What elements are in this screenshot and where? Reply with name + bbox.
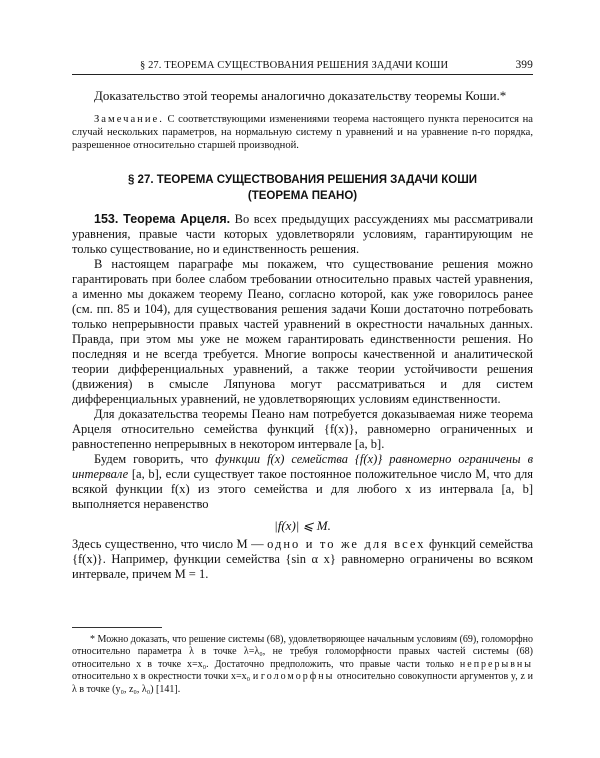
subsection-title: 153. Теорема Арцеля. (94, 211, 231, 226)
section-title-line1: § 27. ТЕОРЕМА СУЩЕСТВОВАНИЯ РЕШЕНИЯ ЗАДАЧИ КОШИ (127, 173, 478, 186)
intro-paragraph: Доказательство этой теоремы аналогично доказательству теоремы Коши.* (94, 88, 507, 103)
paragraph-4 (72, 452, 533, 512)
footnote-text-a: * Можно доказать, что решение системы (68), удовлетворяющее начальным условиям (69), голоморфно относительно параметра λ в точке λ=λ₀, не требуя голоморфности правых частей системы (68) относительно x в точке x=x₀. Достаточно предположить, что правые части только (72, 634, 533, 670)
paragraph-2: В настоящем параграфе мы покажем, что существование решения можно гарантировать при более слабом требовании относительно правых частей уравнения, а именно мы докажем теорему Пеано, согласно которой, как уже говорилось ранее (см. пп. 85 и 104), для существования решения задачи Коши достаточно потребовать только непрерывности правых частей уравнений в окрестности начальных данных. Правда, при этом мы уже не можем гарантировать единственности решения. Но последняя и не всегда требуется. Многие вопросы качественной и аналитической теории дифференциальных уравнений, а также теории устойчивости решения (движения) в смысле Ляпунова могут рассматриваться и для систем дифференциальных уравнений, не удовлетворяющих условиям единственности. (72, 256, 533, 406)
paragraph-5-start: Здесь существенно, что число M — (72, 536, 264, 551)
paragraph-4-start: Будем говорить, что (94, 451, 209, 466)
theorem-paragraph-1 (72, 212, 533, 257)
footnote-text-c: относительно совокупности аргументов y, z и λ в точке (y₀, z₀, λ₀) [141]. (72, 671, 534, 695)
footnote-paragraph (72, 634, 533, 696)
paragraph-3: Для доказательства теоремы Пеано нам потребуется доказываемая ниже теорема Арцеля относительно семейства функций {f(x)}, равномерно ограниченных и равностепенно непрерывных в некотором интервале [a, b]. (72, 406, 533, 451)
footnote-spaced-2: голоморфны (260, 671, 335, 683)
inequality-formula: |f(x)| ⩽ M. (274, 517, 331, 533)
paragraph-4-rest: [a, b], если существует такое постоянное положительное число M, что для всякой функции f(x) из этого семейства и для любого x из интервала [a, b] выполняется неравенство (72, 466, 533, 511)
footnote-spaced-1: непрерывны (459, 658, 533, 670)
page-body (72, 88, 533, 582)
paragraph-5-spaced: одно и то же для всех (267, 536, 426, 551)
remark-text: С соответствующими изменениями теорема настоящего пункта переносится на случай нескольких параметров, на нормальную систему n уравнений и на уравнение n-го порядка, разрешенное относительно старшей производной. (72, 113, 534, 151)
definition-emphasis: функции f(x) семейства {f(x)} равномерно ограничены в интервале (72, 451, 534, 481)
running-header (72, 60, 533, 75)
page-number: 399 (515, 59, 533, 71)
running-title: § 27. ТЕОРЕМА СУЩЕСТВОВАНИЯ РЕШЕНИЯ ЗАДАЧИ КОШИ (140, 60, 449, 71)
paragraph-5 (72, 537, 533, 582)
paragraph-1-text: Во всех предыдущих рассуждениях мы рассматривали уравнения, правые части которых удовлетворяли условиям, гарантирующим не только существование, но и единственность решения. (72, 211, 534, 256)
footnote (72, 634, 533, 696)
remark-label: Замечание. (94, 113, 164, 125)
remark-paragraph (72, 113, 533, 152)
section-heading (72, 172, 533, 204)
footnote-text-b: относительно x в окрестности точки x=x₀ и (72, 671, 259, 683)
section-title-line2: (ТЕОРЕМА ПЕАНО) (247, 189, 358, 202)
paragraph-5-rest: функций семейства {f(x)}. Например, функции семейства {sin α x} равномерно ограничены во всяком интервале, причем M = 1. (72, 536, 534, 581)
